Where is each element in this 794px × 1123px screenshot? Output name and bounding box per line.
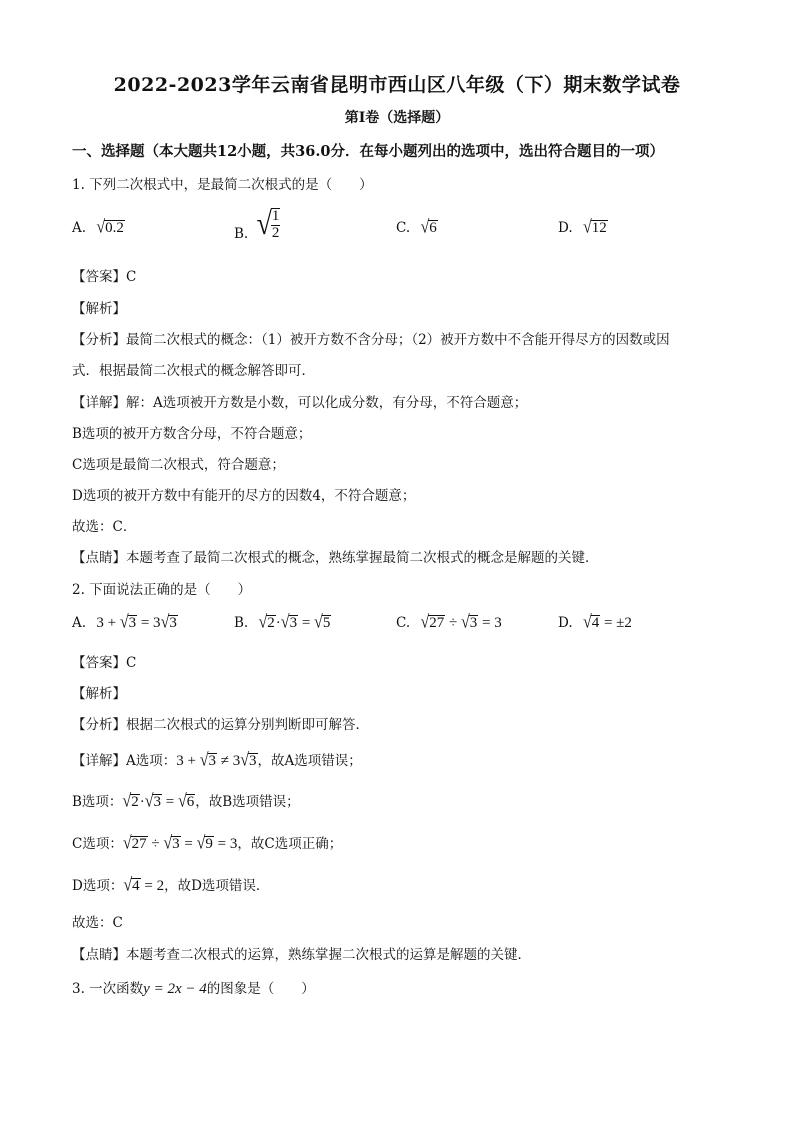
q1-detail-line-4: D选项的被开方数中有能开的尽方的因数4，不符合题意； bbox=[72, 488, 416, 504]
option-label: D. bbox=[558, 615, 573, 631]
expr-part: 3 + bbox=[176, 753, 200, 769]
radicand: 4 bbox=[132, 878, 140, 894]
q1-option-a: A. √0.2 bbox=[72, 217, 124, 238]
radicand: 27 bbox=[131, 836, 147, 852]
radicand: 5 bbox=[322, 615, 331, 631]
detail-tail: ，故C选项正确； bbox=[237, 836, 343, 852]
detail-head: 【详解】A选项： bbox=[72, 753, 177, 769]
detail-tail: ，故D选项错误． bbox=[164, 878, 270, 894]
detail-tail: ，故A选项错误； bbox=[257, 753, 362, 769]
q1-option-b: B. √ $\frac{1}{2}$ bbox=[234, 206, 280, 243]
q2-option-a: A. 3 + √3 = 3√3 bbox=[72, 612, 177, 633]
option-label: D. bbox=[558, 220, 573, 236]
detail-head: C选项： bbox=[72, 836, 123, 852]
q2-option-b: B. √2·√3 = √5 bbox=[234, 612, 331, 633]
q2-answer: 【答案】C bbox=[72, 655, 137, 671]
fraction-denominator: 2 bbox=[271, 224, 280, 241]
q1-choose: 故选：C． bbox=[72, 519, 137, 535]
radicand: 6 bbox=[186, 794, 195, 810]
expr-part: ÷ bbox=[147, 836, 164, 852]
expr-part: = bbox=[298, 615, 315, 631]
q2-detail-d: D选项：√4 = 2，故D选项错误． bbox=[72, 875, 270, 896]
radicand: 2 bbox=[267, 615, 275, 631]
q1-analysis-line-1: 【分析】最简二次根式的概念：（1）被开方数不含分母；（2）被开方数中不含能开得尽方的因数或因 bbox=[72, 332, 670, 348]
page-subtitle: 第I卷（选择题） bbox=[344, 110, 450, 126]
option-label: C. bbox=[396, 220, 411, 236]
q2-choose: 故选：C bbox=[72, 915, 123, 931]
q2-option-c: C. √27 ÷ √3 = 3 bbox=[396, 612, 502, 633]
q2-detail-c: C选项：√27 ÷ √3 = √9 = 3，故C选项正确； bbox=[72, 833, 343, 854]
radicand: 3 bbox=[172, 836, 180, 852]
q3-stem bbox=[72, 977, 315, 998]
expr-part: = 3 bbox=[213, 836, 238, 852]
option-label: A. bbox=[72, 220, 87, 236]
expr-part: = 3 bbox=[137, 615, 161, 631]
radicand: 12 bbox=[591, 220, 607, 236]
q1-option-d: D. √12 bbox=[558, 217, 607, 238]
q2-analysis: 【分析】根据二次根式的运算分别判断即可解答． bbox=[72, 717, 369, 733]
radicand: 3 bbox=[289, 615, 298, 631]
q1-analysis-line-2: 式．根据最简二次根式的概念解答即可． bbox=[72, 363, 315, 379]
radicand: 27 bbox=[429, 615, 445, 631]
q3-formula: y = 2x − 4 bbox=[143, 981, 207, 997]
section-heading: 一、选择题（本大题共12小题，共36.0分．在每小题列出的选项中，选出符合题目的一项） bbox=[72, 143, 664, 160]
q1-answer: 【答案】C bbox=[72, 269, 137, 285]
expr-part: = bbox=[180, 836, 197, 852]
q1-comment: 【点睛】本题考查了最简二次根式的概念，熟练掌握最简二次根式的概念是解题的关键． bbox=[72, 550, 599, 566]
expr-part: = 2 bbox=[140, 878, 165, 894]
radicand: 3 bbox=[169, 615, 177, 631]
q3-stem-pre: 3. 一次函数 bbox=[72, 981, 144, 997]
radicand: 0.2 bbox=[105, 220, 124, 236]
option-label: B. bbox=[234, 615, 249, 631]
expr-part: · bbox=[275, 615, 281, 631]
radicand: 3 bbox=[128, 615, 137, 631]
q1-detail-line-1: 【详解】解：A选项被开方数是小数，可以化成分数，有分母，不符合题意； bbox=[72, 395, 528, 411]
page-title: 2022-2023学年云南省昆明市西山区八年级（下）期末数学试卷 bbox=[113, 74, 681, 96]
radicand: 3 bbox=[249, 753, 257, 769]
option-label: B. bbox=[234, 226, 249, 243]
q1-option-c: C. √6 bbox=[396, 217, 437, 238]
q3-stem-post: 的图象是（ ） bbox=[206, 981, 315, 997]
radicand: 2 bbox=[131, 794, 139, 810]
fraction-numerator: 1 bbox=[271, 208, 280, 224]
expr-part: ÷ bbox=[445, 615, 461, 631]
radicand: 3 bbox=[469, 615, 478, 631]
expr-part: 3 + bbox=[96, 615, 120, 631]
q1-stem: 1. 下列二次根式中，是最简二次根式的是（ ） bbox=[72, 177, 373, 193]
radicand: 9 bbox=[205, 836, 213, 852]
expr-part: = 3 bbox=[478, 615, 502, 631]
q1-detail-line-3: C选项是最简二次根式，符合题意； bbox=[72, 457, 285, 473]
q1-analysis-heading: 【解析】 bbox=[72, 301, 126, 317]
radicand: 4 bbox=[591, 615, 600, 631]
q2-detail-a: 【详解】A选项：3 + √3 ≠ 3√3，故A选项错误； bbox=[72, 750, 362, 771]
radicand: 3 bbox=[208, 753, 216, 769]
q2-option-d: D. √4 = ±2 bbox=[558, 612, 632, 633]
q2-detail-b: B选项：√2·√3 = √6，故B选项错误； bbox=[72, 791, 300, 812]
expr-part: = bbox=[161, 794, 178, 810]
detail-head: B选项： bbox=[72, 794, 123, 810]
q2-analysis-heading: 【解析】 bbox=[72, 686, 126, 702]
expr-part: = ±2 bbox=[600, 615, 632, 631]
detail-head: D选项： bbox=[72, 878, 124, 894]
q2-stem: 2. 下面说法正确的是（ ） bbox=[72, 582, 252, 598]
expr-part: ≠ 3 bbox=[217, 753, 241, 769]
q1-detail-line-2: B选项的被开方数含分母，不符合题意； bbox=[72, 426, 312, 442]
option-label: C. bbox=[396, 615, 411, 631]
q2-comment: 【点睛】本题考查二次根式的运算，熟练掌握二次根式的运算是解题的关键． bbox=[72, 947, 531, 963]
radicand: 3 bbox=[153, 794, 161, 810]
expr-part: · bbox=[139, 794, 145, 810]
option-label: A. bbox=[72, 615, 87, 631]
detail-tail: ，故B选项错误； bbox=[195, 794, 300, 810]
radicand: 6 bbox=[429, 220, 437, 236]
